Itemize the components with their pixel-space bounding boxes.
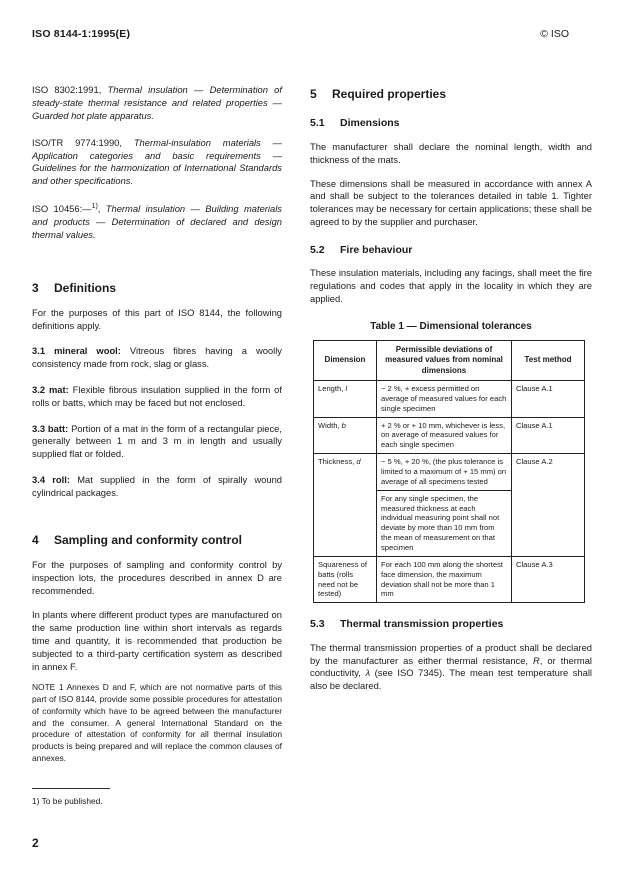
right-column (310, 84, 592, 701)
table-cell-deviation: For any single specimen, the measured thickness at each individual measuring point shall not deviate by more than 10 mm from the mean of measurement on that specimen (377, 490, 512, 556)
table-header-deviations: Permissible deviations of measured values from nominal dimensions (377, 340, 512, 380)
table-header-dimension: Dimension (314, 340, 377, 380)
reference-iso-10456: ISO 10456:—$^{1)}$, Thermal insulation — Building materials and products — Determination of declared and design thermal values. (32, 203, 282, 240)
header-copyright: © ISO (540, 28, 569, 40)
dimensional-tolerances-table (313, 340, 585, 604)
table-cell-deviation: + 2 % or + 10 mm, whichever is less, on average of measured values for each single specimen (377, 417, 512, 454)
section-5-heading: 5 Required properties (310, 87, 447, 101)
definition-roll: 3.4 roll: Mat supplied in the form of spirally wound cylindrical packages. (32, 474, 283, 499)
page-number: 2 (32, 836, 39, 850)
table-cell-deviation: For each 100 mm along the shortest face dimension, the maximum deviation shall not be more than 1 mm (377, 556, 512, 602)
section-4-paragraph-2: In plants where different product types are manufactured on the same production line within short intervals as regards time and quantity, it is recommended that production be subjected to a third-party certification system as described in annex F. (32, 609, 282, 672)
table-header-row (314, 340, 585, 380)
table-cell-deviation: − 2 %, + excess permitted on average of measured values for each single specimen (377, 380, 512, 417)
section-3-intro: For the purposes of this part of ISO 8144, the following definitions apply. (32, 307, 282, 332)
definition-mineral-wool: 3.1 mineral wool: Vitreous fibres having a woolly consistency made from rock, slag or glass. (32, 345, 282, 369)
table-cell-dimension: Width, b (314, 417, 377, 454)
reference-iso-8302: ISO 8302:1991, Thermal insulation — Determination of steady-state thermal resistance and related properties — Guarded hot plate apparatus. (32, 84, 282, 121)
table-cell-method: Clause A.3 (512, 556, 585, 602)
table-cell-dimension: Length, l (314, 380, 377, 417)
table-row (314, 454, 585, 491)
section-4-paragraph-1: For the purposes of sampling and conformity control by inspection lots, the procedures described in annex D are recommended. (32, 559, 282, 597)
footnote-divider (32, 788, 110, 789)
header-document-id: ISO 8144-1:1995(E) (32, 28, 131, 40)
section-5-2-paragraph: These insulation materials, including any facings, shall meet the fire regulations and codes that apply in the locality in which they are applied. (310, 267, 592, 305)
table-row (314, 380, 585, 417)
footnote: 1) To be published. (32, 796, 103, 806)
table-header-test-method: Test method (512, 340, 585, 380)
section-5-1-paragraph-1: The manufacturer shall declare the nominal length, width and thickness of the mats. (310, 140, 592, 165)
table-cell-method (512, 490, 585, 556)
section-3-heading: 3 Definitions (32, 280, 116, 295)
definition-mat: 3.2 mat: Flexible fibrous insulation supplied in the form of rolls or batts, which may be faced but not enclosed. (32, 383, 282, 408)
section-5-2-heading: 5.2 Fire behaviour (310, 244, 413, 257)
table-row (314, 490, 585, 556)
footnote-marker: 1) (91, 203, 98, 211)
table-cell-method: Clause A.1 (512, 417, 585, 454)
table-cell-dimension (314, 490, 377, 556)
reference-iso-tr-9774: ISO/TR 9774:1990, Thermal-insulation materials — Application categories and basic requirements — Guidelines for the harmonization of International Standards and other specifications. (32, 136, 282, 187)
table-row (314, 556, 585, 602)
left-column (32, 84, 282, 773)
section-5-1-heading: 5.1 Dimensions (310, 117, 400, 130)
definition-batt: 3.3 batt: Portion of a mat in the form of a rectangular piece, generally between 1 m and 3 m in length and usually supplied flat or folded. (32, 422, 282, 460)
table-1-title: Table 1 — Dimensional tolerances (370, 321, 532, 333)
note-1: NOTE 1 Annexes D and F, which are not normative parts of this part of ISO 8144, provide some possible procedures for attestation of conformity which have to be agreed between the manufacturer and the consumer. A general International Standard on the procedure of attestation of conformity for all thermal insulation products is being prepared and will replace the common clauses of annexes. (32, 682, 282, 763)
table-cell-dimension: Squareness of batts (rolls need not be tested) (314, 556, 377, 602)
section-5-3-paragraph: The thermal transmission properties of a product shall be declared by the manufacturer as either thermal resistance, R, or thermal conductivity, λ (see ISO 7345). The mean test temperature shall also be declared. (310, 641, 592, 692)
table-cell-method: Clause A.1 (512, 380, 585, 417)
table-cell-deviation: − 5 %, + 20 %, (the plus tolerance is limited to a maximum of + 15 mm) on average of all specimens tested (377, 454, 512, 491)
table-row (314, 417, 585, 454)
table-cell-dimension: Thickness, d (314, 454, 377, 491)
section-5-1-paragraph-2: These dimensions shall be measured in accordance with annex A and shall be subject to the tolerances detailed in table 1. Tighter tolerances may be necessary for certain applications; these shall be agreed to by the supplier and purchaser. (310, 177, 592, 228)
table-cell-method: Clause A.2 (512, 454, 585, 491)
section-5-3-heading: 5.3 Thermal transmission properties (310, 618, 504, 631)
section-4-heading: 4 Sampling and conformity control (32, 532, 243, 547)
